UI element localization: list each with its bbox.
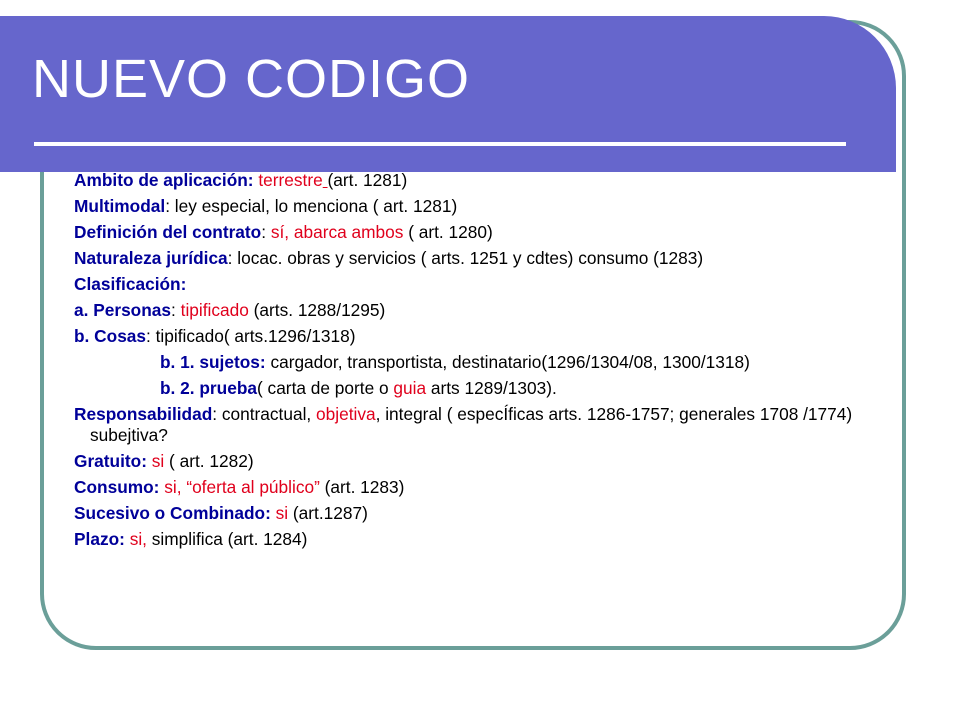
- item-label: b. Cosas: [74, 326, 147, 346]
- slide-title: NUEVO CODIGO: [32, 49, 471, 109]
- list-item: [74, 196, 874, 217]
- item-text: , integral ( especÍficas arts. 1286-1757; generales 1708 /1774) subejtiva?: [90, 404, 853, 445]
- item-highlight: sí, abarca ambos: [270, 222, 404, 242]
- list-item: [74, 529, 874, 550]
- item-label: b. 1. sujetos:: [160, 352, 266, 372]
- list-item: [74, 170, 874, 191]
- item-label: Plazo:: [74, 529, 125, 549]
- item-label: Definición del contrato: [74, 222, 262, 242]
- item-label: Gratuito:: [74, 451, 147, 471]
- item-text: (art. 1281): [327, 170, 408, 190]
- item-highlight: objetiva: [316, 404, 376, 424]
- list-item: [74, 222, 874, 243]
- list-item: [74, 300, 874, 321]
- item-label: Responsabilidad: [74, 404, 213, 424]
- title-divider: [34, 142, 846, 146]
- title-band: [0, 16, 896, 172]
- item-text: cargador, transportista, destinatario(1296/1304/08, 1300/1318): [265, 352, 750, 372]
- item-text: : ley especial, lo menciona ( art. 1281): [165, 196, 458, 216]
- item-highlight: si: [146, 451, 165, 471]
- item-text: (art.1287): [288, 503, 368, 523]
- item-highlight: guia: [393, 378, 427, 398]
- item-text: :: [261, 222, 271, 242]
- item-label: Consumo:: [74, 477, 160, 497]
- list-item: [74, 503, 874, 524]
- list-item: [74, 326, 874, 347]
- list-item: [74, 378, 874, 399]
- item-text: (arts. 1288/1295): [248, 300, 386, 320]
- item-text: ( art. 1280): [403, 222, 493, 242]
- item-highlight: si,: [124, 529, 147, 549]
- item-highlight: tipificado: [180, 300, 249, 320]
- item-text: arts 1289/1303).: [426, 378, 557, 398]
- item-label: Naturaleza jurídica: [74, 248, 228, 268]
- item-label: Sucesivo o Combinado:: [74, 503, 271, 523]
- item-text: ( carta de porte o: [257, 378, 394, 398]
- list-item: [74, 477, 874, 498]
- item-text: ( art. 1282): [164, 451, 254, 471]
- item-label: Clasificación:: [74, 274, 187, 294]
- item-label: Ambito de aplicación:: [74, 170, 254, 190]
- item-text: : tipificado( arts.1296/1318): [146, 326, 356, 346]
- item-highlight: si, “oferta al público”: [159, 477, 320, 497]
- list-item: [74, 352, 874, 373]
- slide-body: [74, 170, 874, 555]
- item-text: : contractual,: [212, 404, 317, 424]
- item-label: a. Personas: [74, 300, 172, 320]
- list-item: [74, 248, 874, 269]
- item-text: : locac. obras y servicios ( arts. 1251 y cdtes) consumo (1283): [227, 248, 704, 268]
- list-item: [74, 404, 874, 446]
- item-highlight: terrestre: [253, 170, 323, 190]
- list-item: [74, 274, 874, 295]
- item-text: simplifica (art. 1284): [146, 529, 308, 549]
- item-text: (art. 1283): [319, 477, 405, 497]
- item-label: Multimodal: [74, 196, 166, 216]
- item-text: :: [171, 300, 181, 320]
- item-label: b. 2. prueba: [160, 378, 257, 398]
- list-item: [74, 451, 874, 472]
- item-highlight: si: [270, 503, 289, 523]
